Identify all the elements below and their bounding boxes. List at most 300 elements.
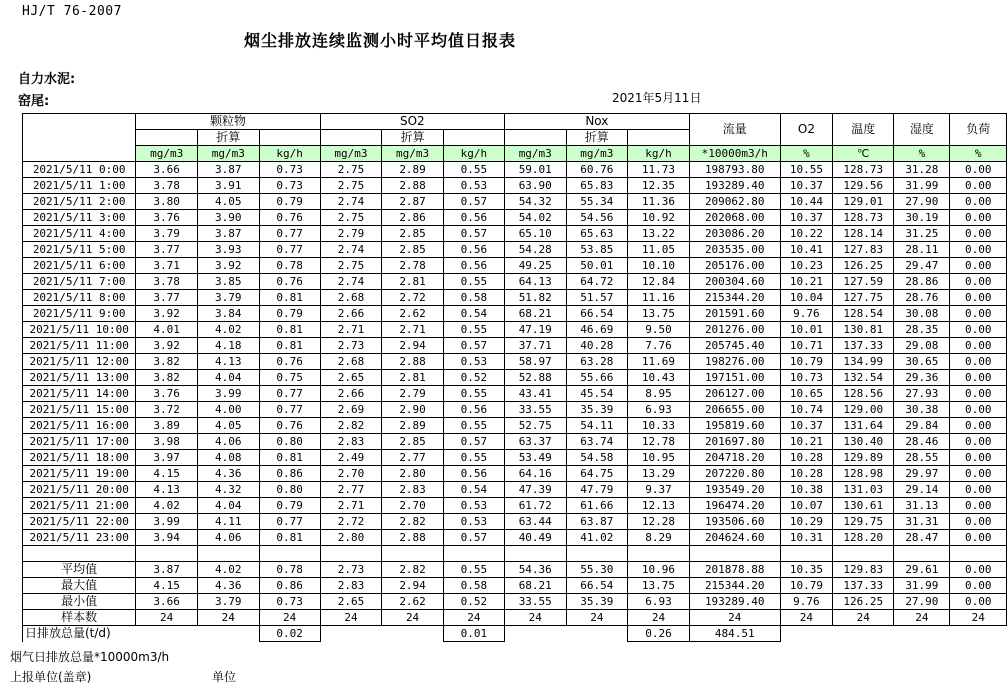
cell-value: 0.76	[259, 274, 320, 290]
cell-time: 2021/5/11 5:00	[23, 242, 136, 258]
cell-value: 47.39	[504, 482, 566, 498]
summary-value: 2.62	[382, 594, 444, 610]
cell-value: 127.59	[833, 274, 894, 290]
cell-time: 2021/5/11 8:00	[23, 290, 136, 306]
cell-value: 28.35	[894, 322, 950, 338]
cell-value: 4.18	[197, 338, 259, 354]
cell-time: 2021/5/11 16:00	[23, 418, 136, 434]
cell-time: 2021/5/11 15:00	[23, 402, 136, 418]
cell-value: 129.89	[833, 450, 894, 466]
cell-value: 202068.00	[689, 210, 780, 226]
cell-value: 28.46	[894, 434, 950, 450]
cell-value: 63.90	[504, 178, 566, 194]
cell-value: 63.44	[504, 514, 566, 530]
cell-value: 30.19	[894, 210, 950, 226]
cell-value: 12.28	[628, 514, 690, 530]
cell-value: 2.49	[320, 450, 382, 466]
summary-value: 193289.40	[689, 594, 780, 610]
cell-value: 10.33	[628, 418, 690, 434]
summary-value: 68.21	[504, 578, 566, 594]
summary-value: 24	[894, 610, 950, 626]
cell-value: 3.92	[136, 306, 198, 322]
unit-nox-conv: mg/m3	[566, 146, 628, 162]
cell-value: 10.04	[780, 290, 832, 306]
cell-value: 47.79	[566, 482, 628, 498]
cell-value: 128.98	[833, 466, 894, 482]
cell-value: 68.21	[504, 306, 566, 322]
cell-value: 129.56	[833, 178, 894, 194]
cell-value: 128.20	[833, 530, 894, 546]
cell-value: 129.01	[833, 194, 894, 210]
summary-label: 样本数	[23, 610, 136, 626]
cell-value: 0.55	[443, 274, 504, 290]
cell-value: 10.23	[780, 258, 832, 274]
cell-value: 215344.20	[689, 290, 780, 306]
daily-total-blank	[504, 626, 566, 642]
cell-value: 0.55	[443, 162, 504, 178]
cell-value: 54.32	[504, 194, 566, 210]
cell-value: 198793.80	[689, 162, 780, 178]
cell-value: 3.85	[197, 274, 259, 290]
cell-value: 0.79	[259, 306, 320, 322]
cell-value: 3.87	[197, 226, 259, 242]
table-row	[23, 370, 1007, 386]
summary-value: 29.61	[894, 562, 950, 578]
cell-value: 65.83	[566, 178, 628, 194]
cell-value: 30.38	[894, 402, 950, 418]
cell-value: 12.78	[628, 434, 690, 450]
cell-value: 205745.40	[689, 338, 780, 354]
cell-value: 3.82	[136, 370, 198, 386]
cell-value: 10.74	[780, 402, 832, 418]
header-group-flow: 流量	[689, 114, 780, 146]
cell-value: 130.61	[833, 498, 894, 514]
summary-value: 2.73	[320, 562, 382, 578]
cell-value: 52.75	[504, 418, 566, 434]
cell-blank	[382, 546, 444, 562]
cell-value: 0.00	[950, 306, 1007, 322]
cell-value: 2.75	[320, 178, 382, 194]
cell-value: 63.74	[566, 434, 628, 450]
cell-value: 10.37	[780, 210, 832, 226]
cell-value: 137.33	[833, 338, 894, 354]
cell-value: 129.75	[833, 514, 894, 530]
cell-value: 4.06	[197, 530, 259, 546]
cell-value: 55.66	[566, 370, 628, 386]
table-row	[23, 162, 1007, 178]
cell-value: 10.21	[780, 274, 832, 290]
cell-value: 0.00	[950, 386, 1007, 402]
cell-value: 2.82	[382, 514, 444, 530]
cell-value: 131.03	[833, 482, 894, 498]
cell-value: 198276.00	[689, 354, 780, 370]
summary-value: 0.55	[443, 562, 504, 578]
cell-time: 2021/5/11 14:00	[23, 386, 136, 402]
cell-value: 201276.00	[689, 322, 780, 338]
cell-value: 0.00	[950, 242, 1007, 258]
daily-total-blank	[833, 626, 894, 642]
cell-value: 0.80	[259, 434, 320, 450]
cell-value: 209062.80	[689, 194, 780, 210]
cell-value: 63.28	[566, 354, 628, 370]
header-so2-converted: 折算	[382, 130, 444, 146]
cell-value: 0.00	[950, 466, 1007, 482]
cell-value: 193289.40	[689, 178, 780, 194]
unit-header-row	[23, 146, 1007, 162]
cell-value: 0.52	[443, 370, 504, 386]
cell-value: 11.36	[628, 194, 690, 210]
table-row	[23, 466, 1007, 482]
cell-value: 54.56	[566, 210, 628, 226]
daily-total-blank	[320, 626, 382, 642]
cell-value: 0.00	[950, 450, 1007, 466]
cell-value: 7.76	[628, 338, 690, 354]
cell-value: 2.68	[320, 354, 382, 370]
summary-row	[23, 594, 1007, 610]
cell-time: 2021/5/11 7:00	[23, 274, 136, 290]
summary-value: 201878.88	[689, 562, 780, 578]
cell-value: 28.76	[894, 290, 950, 306]
daily-total-nox: 0.26	[628, 626, 690, 642]
cell-value: 4.05	[197, 194, 259, 210]
table-row	[23, 450, 1007, 466]
cell-value: 45.54	[566, 386, 628, 402]
cell-blank	[197, 546, 259, 562]
table-row	[23, 418, 1007, 434]
cell-value: 0.53	[443, 354, 504, 370]
summary-value: 24	[566, 610, 628, 626]
page-title: 烟尘排放连续监测小时平均值日报表	[243, 31, 516, 50]
cell-value: 10.71	[780, 338, 832, 354]
cell-value: 132.54	[833, 370, 894, 386]
header-nox-blank	[504, 130, 566, 146]
cell-value: 0.55	[443, 418, 504, 434]
summary-value: 31.99	[894, 578, 950, 594]
cell-value: 0.56	[443, 258, 504, 274]
cell-value: 43.41	[504, 386, 566, 402]
cell-value: 3.79	[197, 290, 259, 306]
cell-value: 10.95	[628, 450, 690, 466]
summary-value: 24	[780, 610, 832, 626]
cell-value: 65.63	[566, 226, 628, 242]
cell-value: 0.75	[259, 370, 320, 386]
cell-value: 2.75	[320, 162, 382, 178]
summary-value: 3.87	[136, 562, 198, 578]
unit-flow: *10000m3/h	[689, 146, 780, 162]
cell-value: 29.84	[894, 418, 950, 434]
summary-value: 4.36	[197, 578, 259, 594]
summary-value: 126.25	[833, 594, 894, 610]
cell-value: 10.28	[780, 466, 832, 482]
cell-value: 2.85	[382, 434, 444, 450]
cell-value: 58.97	[504, 354, 566, 370]
cell-value: 28.47	[894, 530, 950, 546]
summary-value: 13.75	[628, 578, 690, 594]
cell-value: 2.68	[320, 290, 382, 306]
cell-time: 2021/5/11 9:00	[23, 306, 136, 322]
cell-value: 2.80	[320, 530, 382, 546]
cell-value: 3.77	[136, 242, 198, 258]
cell-value: 2.88	[382, 354, 444, 370]
cell-value: 0.73	[259, 178, 320, 194]
cell-value: 2.89	[382, 162, 444, 178]
cell-value: 207220.80	[689, 466, 780, 482]
cell-value: 29.08	[894, 338, 950, 354]
cell-value: 0.55	[443, 386, 504, 402]
unit-nox-mgm3: mg/m3	[504, 146, 566, 162]
summary-value: 10.35	[780, 562, 832, 578]
cell-value: 3.91	[197, 178, 259, 194]
summary-value: 24	[136, 610, 198, 626]
footer-unit: 单位	[212, 670, 237, 684]
cell-value: 12.13	[628, 498, 690, 514]
cell-value: 2.74	[320, 274, 382, 290]
cell-value: 128.56	[833, 386, 894, 402]
cell-value: 3.97	[136, 450, 198, 466]
cell-value: 4.11	[197, 514, 259, 530]
cell-value: 0.79	[259, 194, 320, 210]
table-row	[23, 386, 1007, 402]
cell-time: 2021/5/11 17:00	[23, 434, 136, 450]
cell-value: 3.78	[136, 178, 198, 194]
cell-value: 54.02	[504, 210, 566, 226]
cell-value: 0.57	[443, 226, 504, 242]
cell-value: 64.16	[504, 466, 566, 482]
unit-so2-kgh: kg/h	[443, 146, 504, 162]
cell-value: 12.35	[628, 178, 690, 194]
cell-value: 128.14	[833, 226, 894, 242]
cell-value: 0.77	[259, 242, 320, 258]
cell-value: 13.29	[628, 466, 690, 482]
summary-value: 0.52	[443, 594, 504, 610]
unit-temp: ℃	[833, 146, 894, 162]
cell-value: 2.83	[382, 482, 444, 498]
cell-time: 2021/5/11 0:00	[23, 162, 136, 178]
cell-value: 2.85	[382, 242, 444, 258]
cell-value: 66.54	[566, 306, 628, 322]
cell-value: 2.83	[320, 434, 382, 450]
report-date: 2021年5月11日	[612, 91, 702, 105]
cell-time: 2021/5/11 22:00	[23, 514, 136, 530]
cell-value: 10.37	[780, 418, 832, 434]
cell-time: 2021/5/11 1:00	[23, 178, 136, 194]
cell-value: 197151.00	[689, 370, 780, 386]
cell-value: 4.04	[197, 370, 259, 386]
cell-value: 195819.60	[689, 418, 780, 434]
cell-value: 201697.80	[689, 434, 780, 450]
cell-value: 2.72	[320, 514, 382, 530]
cell-value: 27.90	[894, 194, 950, 210]
cell-time: 2021/5/11 23:00	[23, 530, 136, 546]
cell-value: 3.92	[197, 258, 259, 274]
cell-value: 31.31	[894, 514, 950, 530]
summary-value: 6.93	[628, 594, 690, 610]
cell-value: 51.57	[566, 290, 628, 306]
table-row	[23, 210, 1007, 226]
cell-value: 0.00	[950, 290, 1007, 306]
cell-value: 2.79	[382, 386, 444, 402]
cell-value: 59.01	[504, 162, 566, 178]
table-row	[23, 482, 1007, 498]
summary-label: 最大值	[23, 578, 136, 594]
unit-so2-mgm3: mg/m3	[320, 146, 382, 162]
table-body	[23, 162, 1007, 642]
cell-value: 4.36	[197, 466, 259, 482]
summary-value: 24	[504, 610, 566, 626]
cell-value: 2.74	[320, 194, 382, 210]
summary-value: 9.76	[780, 594, 832, 610]
cell-value: 4.13	[197, 354, 259, 370]
cell-value: 0.76	[259, 354, 320, 370]
cell-value: 0.00	[950, 434, 1007, 450]
header-group-temperature: 温度	[833, 114, 894, 146]
cell-value: 0.77	[259, 386, 320, 402]
cell-value: 2.88	[382, 178, 444, 194]
cell-value: 3.93	[197, 242, 259, 258]
footer-reporting-unit: 上报单位(盖章)	[10, 670, 92, 684]
cell-time: 2021/5/11 18:00	[23, 450, 136, 466]
cell-value: 0.56	[443, 402, 504, 418]
cell-value: 10.92	[628, 210, 690, 226]
summary-value: 137.33	[833, 578, 894, 594]
cell-value: 3.89	[136, 418, 198, 434]
cell-value: 55.34	[566, 194, 628, 210]
cell-value: 0.77	[259, 514, 320, 530]
cell-value: 204624.60	[689, 530, 780, 546]
cell-value: 10.29	[780, 514, 832, 530]
cell-value: 0.76	[259, 210, 320, 226]
summary-value: 0.73	[259, 594, 320, 610]
cell-value: 0.00	[950, 210, 1007, 226]
unit-particulate-conv: mg/m3	[197, 146, 259, 162]
unit-hum: %	[894, 146, 950, 162]
cell-value: 0.81	[259, 322, 320, 338]
table-row	[23, 178, 1007, 194]
cell-blank	[894, 546, 950, 562]
summary-value: 24	[259, 610, 320, 626]
unit-so2-conv: mg/m3	[382, 146, 444, 162]
cell-value: 64.13	[504, 274, 566, 290]
cell-value: 0.00	[950, 498, 1007, 514]
table-row	[23, 498, 1007, 514]
cell-value: 0.53	[443, 514, 504, 530]
cell-value: 0.53	[443, 178, 504, 194]
cell-value: 0.00	[950, 162, 1007, 178]
unit-load: %	[950, 146, 1007, 162]
cell-value: 0.57	[443, 338, 504, 354]
daily-total-blank	[382, 626, 444, 642]
cell-value: 2.75	[320, 210, 382, 226]
cell-value: 203535.00	[689, 242, 780, 258]
table-row	[23, 274, 1007, 290]
header-nox-kgh-blank	[628, 130, 690, 146]
unit-particulate-kgh: kg/h	[259, 146, 320, 162]
cell-value: 0.00	[950, 178, 1007, 194]
cell-blank	[780, 546, 832, 562]
daily-total-blank	[197, 626, 259, 642]
cell-value: 29.47	[894, 258, 950, 274]
summary-value: 0.58	[443, 578, 504, 594]
cell-value: 2.75	[320, 258, 382, 274]
cell-value: 0.81	[259, 530, 320, 546]
cell-value: 3.99	[136, 514, 198, 530]
daily-total-flow: 484.51	[689, 626, 780, 642]
cell-value: 0.55	[443, 322, 504, 338]
table-row	[23, 306, 1007, 322]
cell-value: 10.22	[780, 226, 832, 242]
cell-value: 128.73	[833, 210, 894, 226]
cell-value: 30.08	[894, 306, 950, 322]
summary-value: 55.30	[566, 562, 628, 578]
cell-value: 2.66	[320, 386, 382, 402]
summary-value: 27.90	[894, 594, 950, 610]
summary-value: 0.78	[259, 562, 320, 578]
header-nox-converted: 折算	[566, 130, 628, 146]
cell-value: 64.75	[566, 466, 628, 482]
cell-value: 46.69	[566, 322, 628, 338]
cell-value: 13.22	[628, 226, 690, 242]
cell-value: 3.72	[136, 402, 198, 418]
table-row	[23, 530, 1007, 546]
cell-value: 3.66	[136, 162, 198, 178]
cell-value: 2.69	[320, 402, 382, 418]
summary-value: 129.83	[833, 562, 894, 578]
cell-value: 0.86	[259, 466, 320, 482]
cell-value: 47.19	[504, 322, 566, 338]
summary-value: 2.65	[320, 594, 382, 610]
cell-value: 60.76	[566, 162, 628, 178]
cell-value: 0.56	[443, 242, 504, 258]
cell-value: 37.71	[504, 338, 566, 354]
cell-value: 0.56	[443, 466, 504, 482]
table-row	[23, 338, 1007, 354]
cell-value: 9.50	[628, 322, 690, 338]
cell-value: 128.54	[833, 306, 894, 322]
cell-value: 0.58	[443, 290, 504, 306]
cell-value: 201591.60	[689, 306, 780, 322]
cell-value: 4.00	[197, 402, 259, 418]
footer-total-note: 烟气日排放总量*10000m3/h	[10, 650, 170, 664]
cell-value: 10.44	[780, 194, 832, 210]
summary-value: 3.66	[136, 594, 198, 610]
summary-value: 24	[689, 610, 780, 626]
cell-value: 2.80	[382, 466, 444, 482]
cell-value: 3.71	[136, 258, 198, 274]
cell-value: 51.82	[504, 290, 566, 306]
cell-value: 2.89	[382, 418, 444, 434]
cell-value: 4.15	[136, 466, 198, 482]
cell-value: 0.00	[950, 370, 1007, 386]
summary-value: 10.96	[628, 562, 690, 578]
cell-value: 50.01	[566, 258, 628, 274]
cell-value: 0.00	[950, 402, 1007, 418]
cell-blank	[566, 546, 628, 562]
cell-value: 128.73	[833, 162, 894, 178]
daily-total-blank	[566, 626, 628, 642]
cell-value: 3.87	[197, 162, 259, 178]
cell-value: 2.65	[320, 370, 382, 386]
cell-value: 9.37	[628, 482, 690, 498]
cell-value: 0.77	[259, 402, 320, 418]
cell-value: 127.75	[833, 290, 894, 306]
cell-value: 2.77	[382, 450, 444, 466]
cell-value: 0.00	[950, 322, 1007, 338]
cell-value: 2.90	[382, 402, 444, 418]
daily-total-blank	[780, 626, 832, 642]
cell-value: 129.00	[833, 402, 894, 418]
cell-value: 2.94	[382, 338, 444, 354]
cell-value: 0.73	[259, 162, 320, 178]
